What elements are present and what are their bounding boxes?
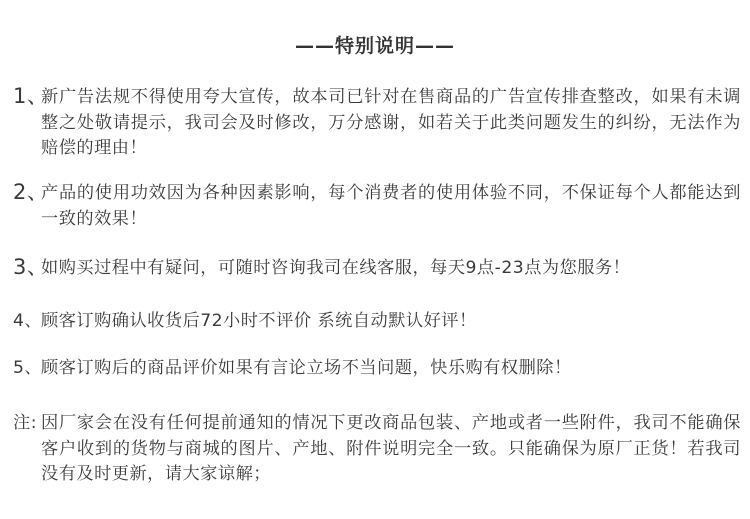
notice-item-5 — [13, 356, 741, 382]
item-text: 产品的使用功效因为各种因素影响，每个消费者的使用体验不同，不保证每个人都能达到一致的效果！ — [41, 183, 741, 229]
item-text: 顾客订购后的商品评价如果有言论立场不当问题，快乐购有权删除！ — [41, 358, 572, 378]
item-text: 顾客订购确认收货后72小时不评价 系统自动默认好评！ — [41, 311, 477, 331]
item-number: 3、 — [13, 255, 49, 279]
note-label: 注: — [13, 413, 37, 433]
page-title: ——特别说明—— — [294, 35, 455, 57]
item-number: 2、 — [13, 180, 49, 204]
item-number: 4、 — [13, 311, 43, 331]
item-text: 新广告法规不得使用夸大宣传，故本司已针对在售商品的广告宣传排查整改，如果有未调整之处敬请提示，我司会及时修改，万分感谢，如若关于此类问题发生的纠纷，无法作为赔偿的理由！ — [41, 87, 741, 158]
notice-item-1 — [13, 85, 741, 162]
item-number: 1、 — [13, 84, 49, 108]
note-text: 因厂家会在没有任何提前通知的情况下更改商品包装、产地或者一些附件，我司不能确保客户收到的货物与商城的图片、产地、附件说明完全一致。只能确保为原厂正货！若我司没有及时更新，请大家谅解； — [41, 413, 741, 484]
item-text: 如购买过程中有疑问，可随时咨询我司在线客服，每天9点-23点为您服务！ — [41, 258, 631, 278]
notice-item-3 — [13, 256, 741, 282]
item-number: 5、 — [13, 358, 43, 378]
notice-item-2 — [13, 181, 741, 232]
notice-item-4 — [13, 309, 741, 335]
notice-note — [13, 411, 741, 488]
